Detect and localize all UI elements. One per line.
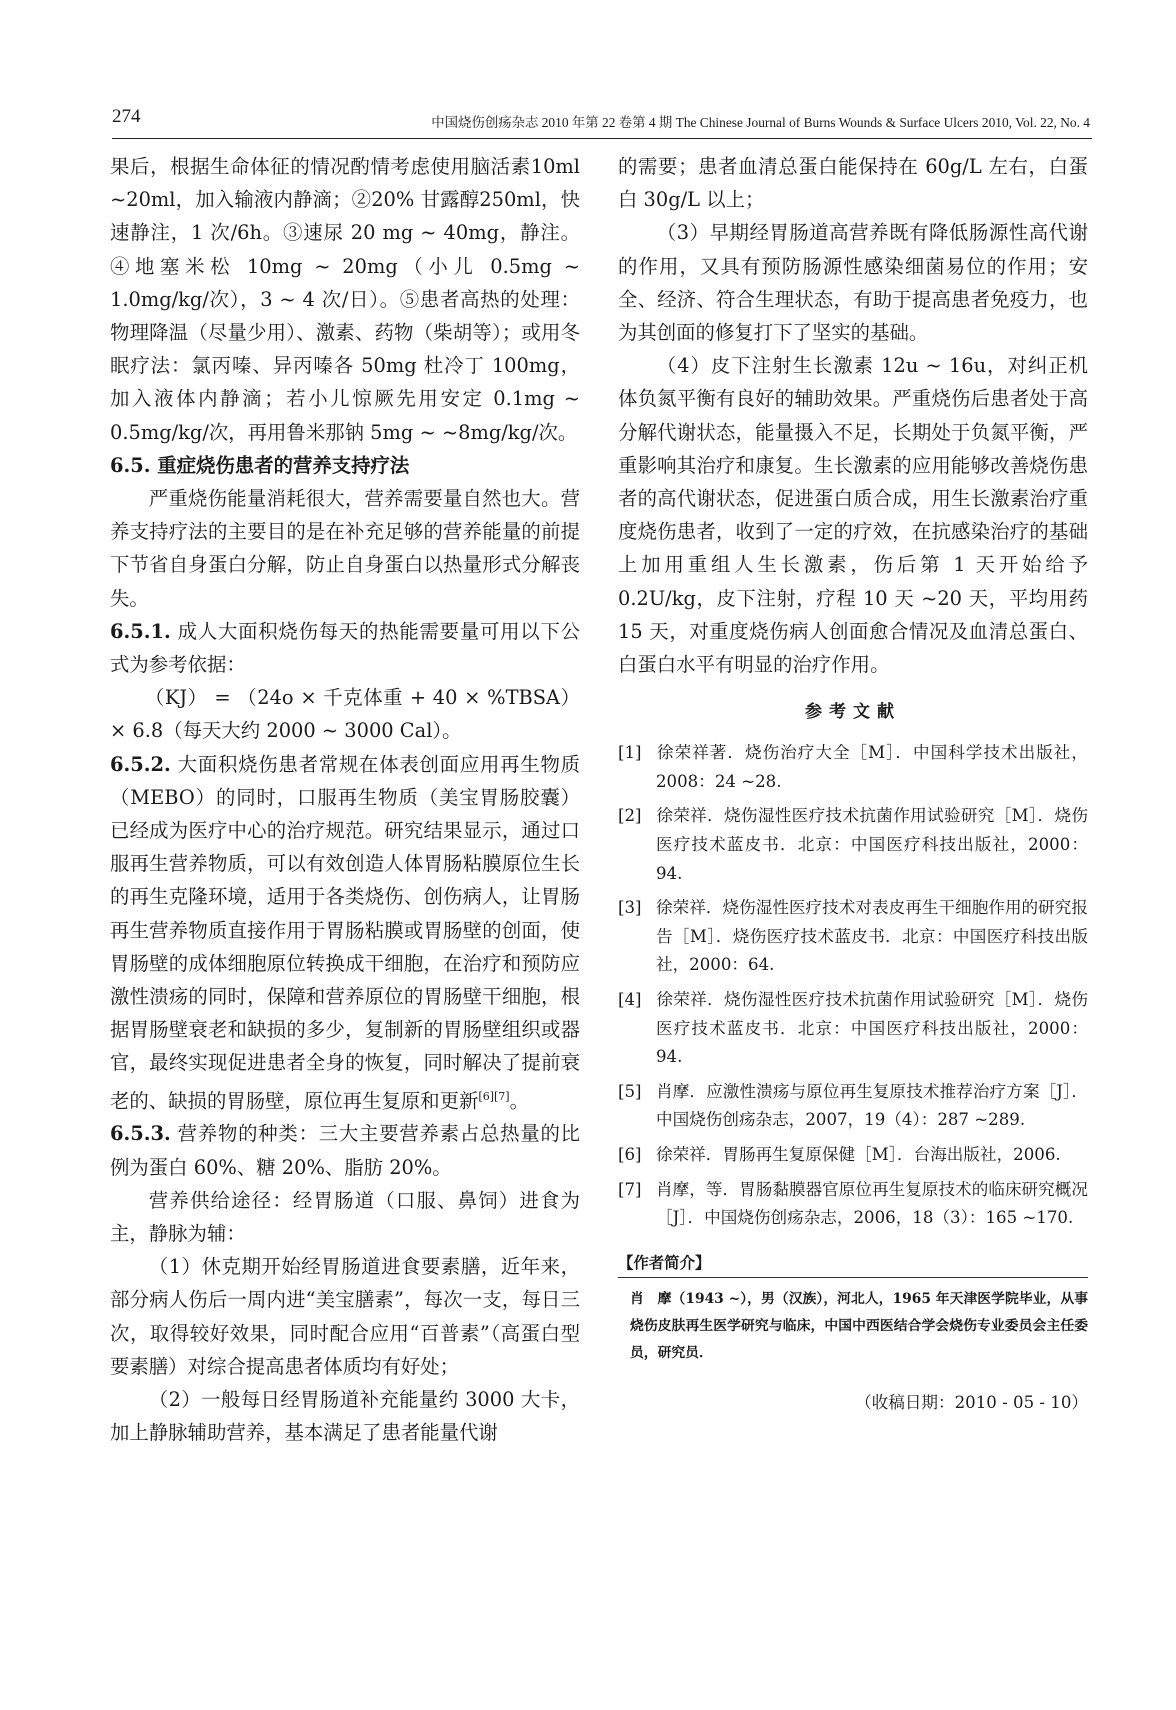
subsection-text: 营养物的种类：三大主要营养素占总热量的比例为蛋白 60%、糖 20%、脂肪 20%。: [110, 1122, 580, 1179]
paragraph: 严重烧伤能量消耗很大，营养需要量自然也大。营养支持疗法的主要目的是在补充足够的营养能量的前提下节省自身蛋白分解，防止自身蛋白以热量形式分解丧失。: [110, 487, 580, 610]
reference-item: [618, 739, 1088, 796]
author-bio: 肖 摩（1943 ~），男（汉族），河北人，1965 年天津医学院毕业，从事烧伤皮肤再生医学研究与临床，中国中西医结合学会烧伤专业委员会主任委员，研究员．: [630, 1290, 1088, 1361]
paragraph: （3）早期经胃肠道高营养既有降低肠源性高代谢的作用，又具有预防肠源性感染细菌易位的作用；安全、经济、符合生理状态，有助于提高患者免疫力，也为其创面的修复打下了坚实的基础。: [618, 221, 1088, 345]
reference-text: 徐荣祥．胃肠再生复原保健［M］．台海出版社，2006.: [656, 1144, 1061, 1164]
paragraph: 营养供给途径：经胃肠道（口服、鼻饲）进食为主，静脉为辅：: [110, 1188, 580, 1245]
subsection-6-5-1: [110, 615, 580, 681]
reference-text: 肖摩，等．胃肠黏膜器官原位再生复原技术的临床研究概况［J］．中国烧伤创疡杂志，2006，18（3）：165 ~170.: [656, 1179, 1088, 1228]
reference-number: [4]: [618, 990, 642, 1009]
subsection-text: 大面积烧伤患者常规在体表创面应用再生物质（MEBO）的同时，口服再生物质（美宝胃肠胶囊）已经成为医疗中心的治疗规范。研究结果显示，通过口服再生营养物质，可以有效创造人体胃肠粘膜原位生长的再生克隆环境，适用于各类烧伤、创伤病人，让胃肠再生营养物质直接作用于胃肠粘膜或胃肠壁的创面，使胃肠壁的成体细胞原位转换成干细胞，在治疗和预防应激性溃疡的同时，保障和营养原位的胃肠壁干细胞，根据胃肠壁衰老和缺损的多少，复制新的胃肠壁组织或器官，最终实现促进患者全身的恢复，同时解决了提前衰老的、缺损的胃肠壁，原位再生复原和更新: [110, 752, 580, 1113]
left-column: [110, 150, 580, 1449]
subsection-end: 。: [509, 1089, 529, 1113]
reference-text: 徐荣祥著．烧伤治疗大全［M］．中国科学技术出版社，2008：24 ~28.: [656, 743, 1088, 791]
paragraph: 果后，根据生命体征的情况酌情考虑使用脑活素10ml ~20ml，加入输液内静滴；②20% 甘露醇250ml，快速静注，1 次/6h。③速尿 20 mg ~ 40mg，静注。④地塞米松 10mg ~ 20mg（小儿 0.5mg ~ 1.0mg/kg/次），3 ~ 4 次/日）。⑤患者高热的处理：物理降温（尽量少用）、激素、药物（柴胡等）；或用冬眠疗法：氯丙嗪、异丙嗪各 50mg 杜冷丁 100mg，加入液体内静滴；若小儿惊厥先用安定 0.1mg ~ 0.5mg/kg/次，再用鲁米那钠 5mg ~ ~8mg/kg/次。: [110, 155, 580, 444]
reference-number: [2]: [618, 806, 642, 826]
formula: （KJ） = （24o × 千克体重 + 40 × %TBSA）× 6.8（每天大约 2000 ~ 3000 Cal）。: [110, 686, 580, 743]
reference-number: [1]: [618, 743, 642, 763]
page-number: 274: [112, 106, 141, 127]
reference-text: 徐荣祥．烧伤湿性医疗技术抗菌作用试验研究［M］．烧伤医疗技术蓝皮书．北京：中国医疗科技出版社，2000：94.: [656, 990, 1088, 1067]
paragraph: 的需要；患者血清总蛋白能保持在 60g/L 左右，白蛋白 30g/L 以上；: [618, 155, 1088, 212]
reference-text: 徐荣祥．烧伤湿性医疗技术对表皮再生干细胞作用的研究报告［M］．烧伤医疗技术蓝皮书．北京：中国医疗科技出版社，2000：64.: [656, 898, 1088, 975]
subsection-6-5-2: [110, 748, 580, 1118]
reference-number: [5]: [618, 1081, 642, 1101]
subsection-6-5-3: [110, 1117, 580, 1183]
reference-item: [618, 986, 1088, 1072]
section-heading-6-5: 6.5. 重症烧伤患者的营养支持疗法: [110, 453, 410, 477]
citation: [6][7]: [478, 1089, 510, 1103]
reference-item: [618, 1176, 1088, 1233]
reference-item: [618, 802, 1088, 888]
author-rule: [618, 1277, 1088, 1278]
reference-number: [7]: [618, 1179, 642, 1199]
received-date: （收稿日期：2010 - 05 - 10）: [855, 1392, 1088, 1412]
paragraph: （2）一般每日经胃肠道补充能量约 3000 大卡，加上静脉辅助营养，基本满足了患者能量代谢: [110, 1387, 580, 1445]
subsection-label: 6.5.3.: [110, 1122, 171, 1146]
subsection-label: 6.5.1.: [110, 619, 171, 643]
running-head: 中国烧伤创疡杂志 2010 年第 22 卷第 4 期 The Chinese Journal of Burns Wounds & Surface Ulcers 2010, Vol. 22, No. 4: [431, 115, 1090, 130]
reference-number: [6]: [618, 1144, 642, 1164]
references-title: 参考文献: [805, 702, 901, 723]
right-column: [618, 150, 1088, 1417]
paragraph: （4）皮下注射生长激素 12u ~ 16u，对纠正机体负氮平衡有良好的辅助效果。严重烧伤后患者处于高分解代谢状态，能量摄入不足，长期处于负氮平衡，严重影响其治疗和康复。生长激素的应用能够改善烧伤患者的高代谢状态，促进蛋白质合成，用生长激素治疗重度烧伤患者，收到了一定的疗效，在抗感染治疗的基础上加用重组人生长激素，伤后第 1 天开始给予 0.2U/kg，皮下注射，疗程 10 天 ~20 天，平均用药 15 天，对重度烧伤病人创面愈合情况及血清总蛋白、白蛋白水平有明显的治疗作用。: [618, 354, 1088, 677]
reference-text: 肖摩．应激性溃疡与原位再生复原技术推荐治疗方案［J］．中国烧伤创疡杂志，2007，19（4）：287 ~289.: [656, 1081, 1088, 1130]
subsection-text: 成人大面积烧伤每天的热能需要量可用以下公式为参考依据：: [110, 619, 580, 677]
reference-text: 徐荣祥．烧伤湿性医疗技术抗菌作用试验研究［M］．烧伤医疗技术蓝皮书．北京：中国医疗科技出版社，2000：94.: [656, 806, 1088, 883]
author-label: 【作者简介】: [618, 1253, 711, 1272]
reference-item: [618, 1078, 1088, 1135]
reference-item: [618, 1141, 1088, 1170]
paragraph: （1）休克期开始经胃肠道进食要素膳，近年来，部分病人伤后一周内进“美宝膳素”，每次一支，每日三次，取得较好效果，同时配合应用“百普素”（高蛋白型要素膳）对综合提高患者体质均有好处；: [110, 1255, 580, 1378]
reference-list: [618, 739, 1088, 1233]
subsection-label: 6.5.2.: [110, 752, 171, 776]
reference-item: [618, 894, 1088, 980]
header-rule: [112, 138, 1092, 139]
reference-number: [3]: [618, 898, 642, 918]
